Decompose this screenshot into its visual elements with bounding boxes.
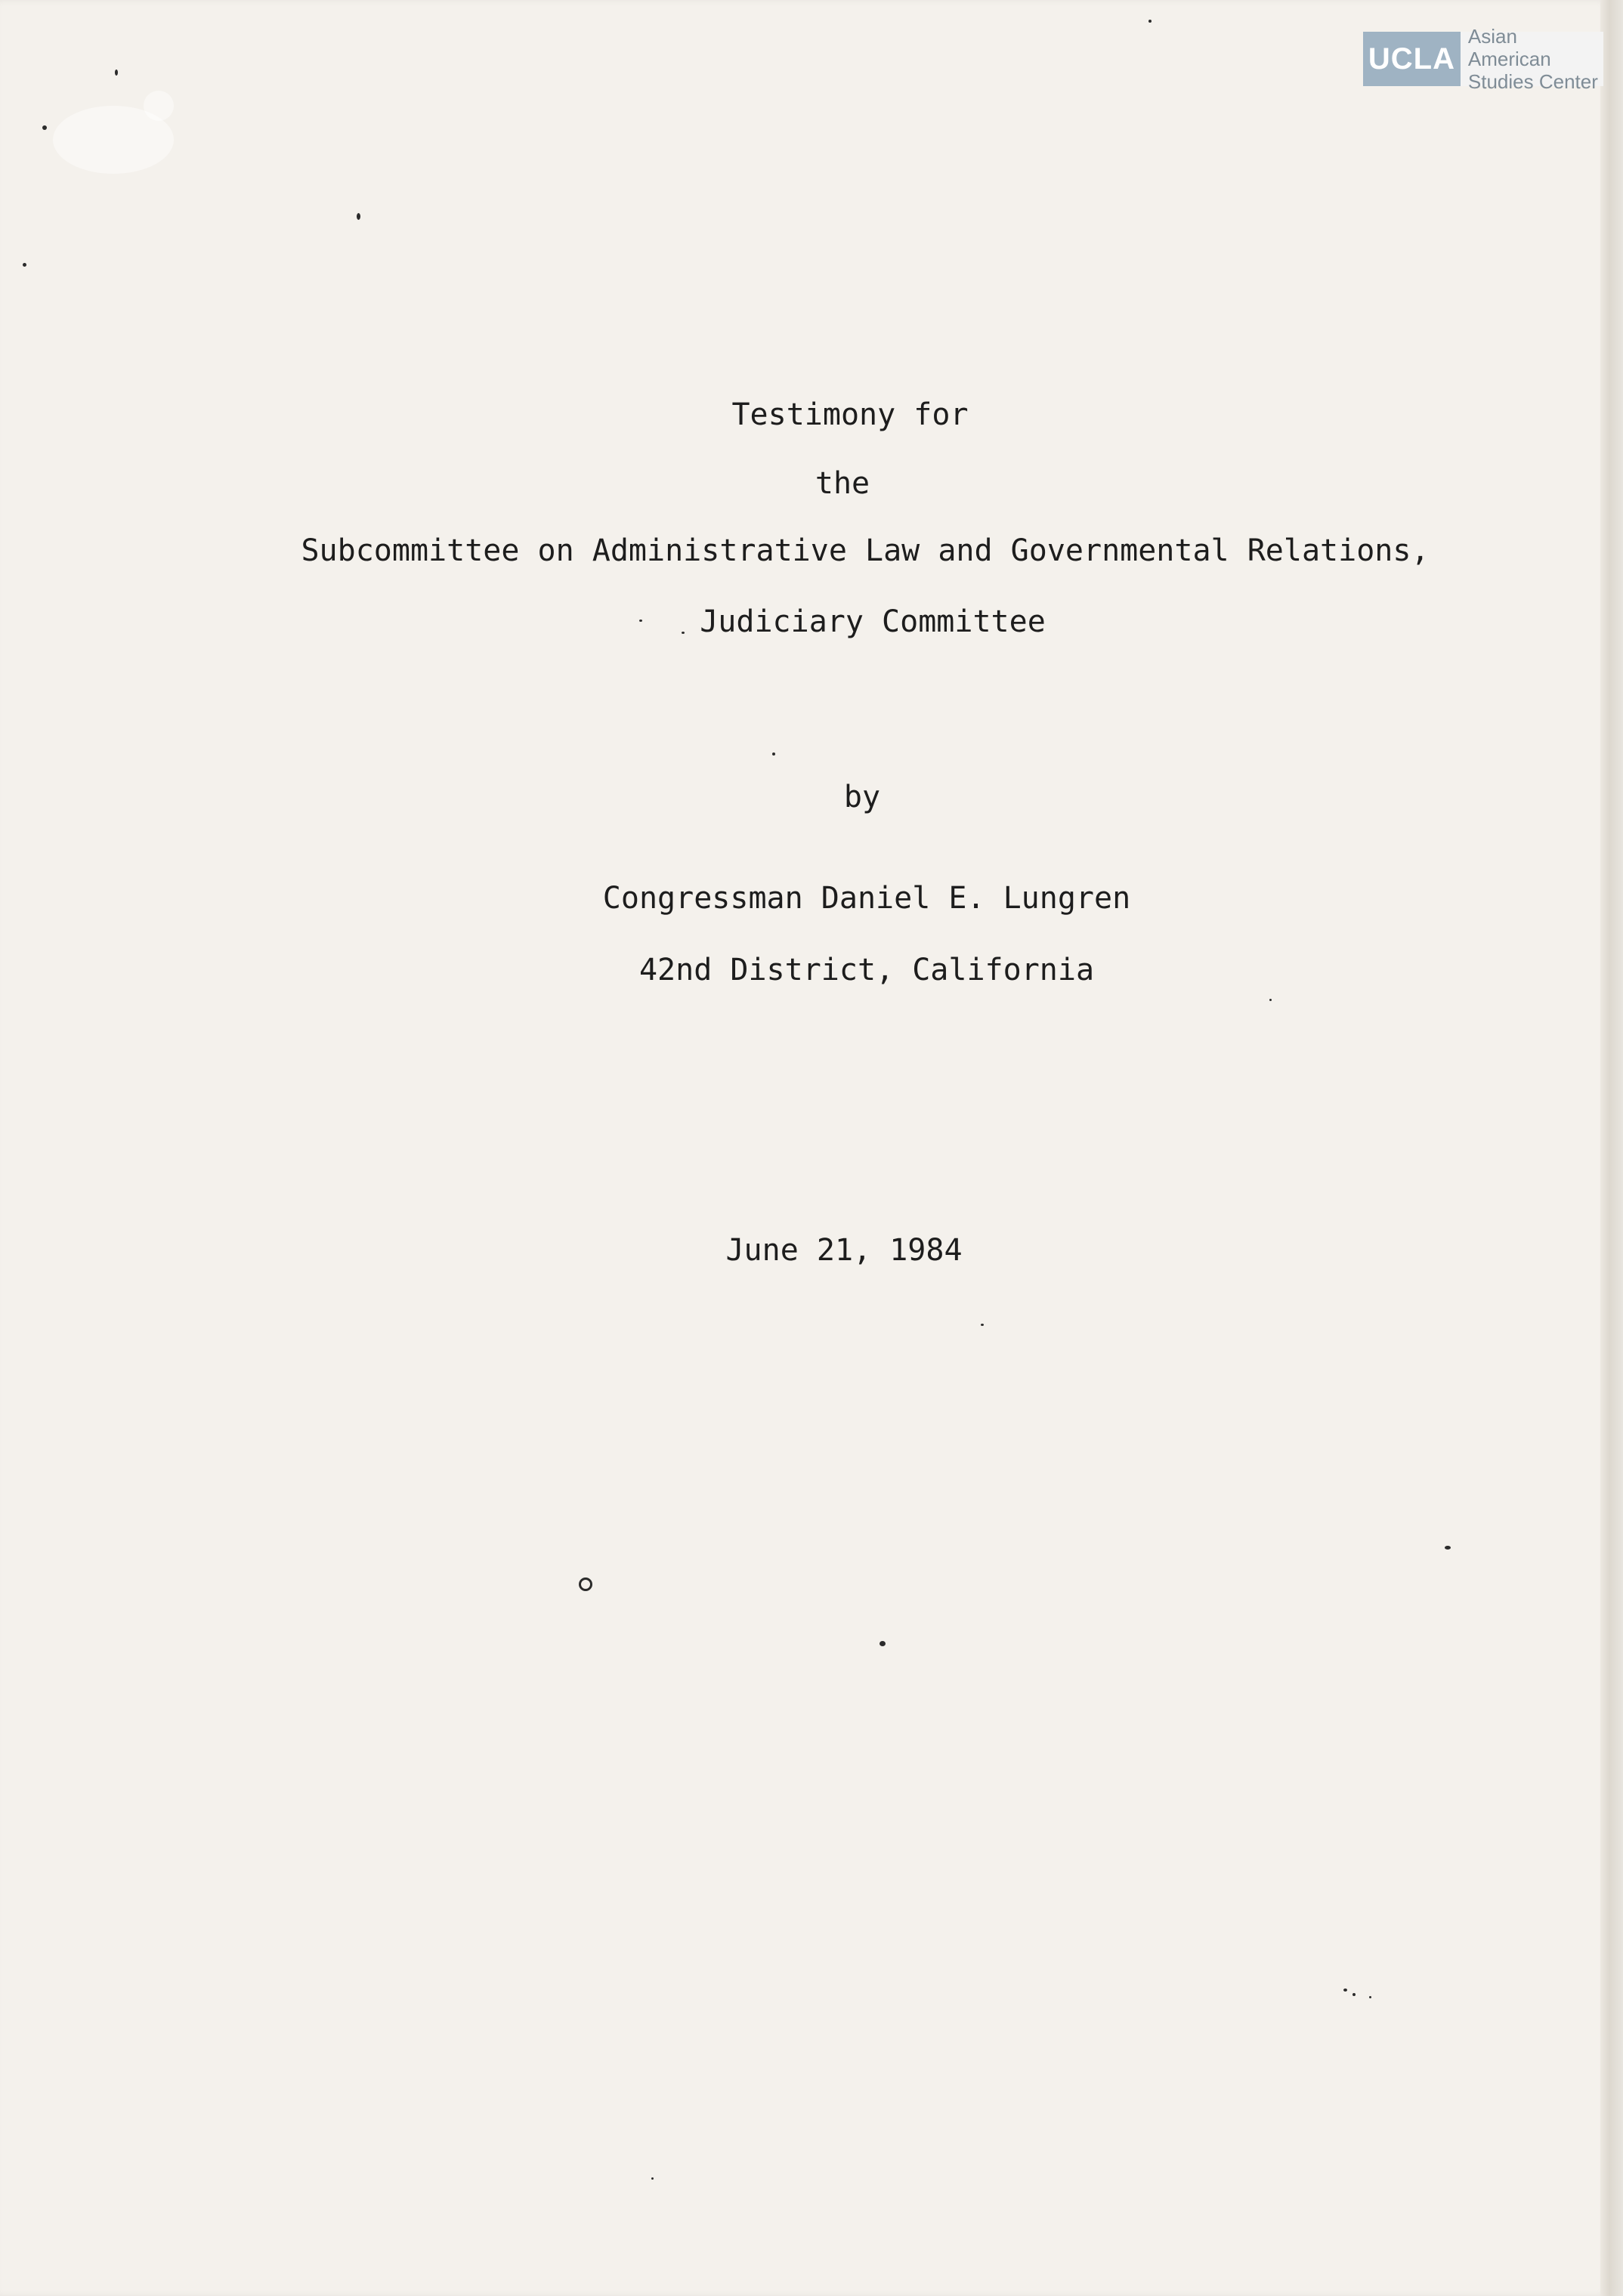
title-line-1: Testimony for — [731, 397, 969, 432]
title-line-2: the — [815, 466, 870, 501]
ink-speck — [1352, 1993, 1356, 1996]
ink-speck — [23, 263, 26, 267]
author-name: Congressman Daniel E. Lungren — [602, 881, 1131, 916]
watermark-caption — [1468, 25, 1603, 93]
title-line-4: Judiciary Committee — [700, 604, 1046, 639]
ucla-logo: UCLA — [1363, 32, 1461, 86]
title-line-3: Subcommittee on Administrative Law and Governmental Relations, — [301, 533, 1430, 568]
ink-speck — [772, 752, 775, 756]
ink-speck — [42, 125, 47, 130]
ink-ring — [579, 1578, 592, 1591]
ucla-aasc-watermark — [1363, 25, 1603, 93]
ink-speck — [1148, 20, 1152, 23]
watermark-line-1: Asian American — [1467, 25, 1551, 70]
by-line: by — [843, 780, 881, 814]
ink-speck — [115, 70, 118, 76]
ink-speck — [1369, 1996, 1371, 1998]
ink-speck — [1445, 1546, 1451, 1550]
page-edge — [1600, 0, 1623, 2296]
document-date: June 21, 1984 — [725, 1233, 963, 1268]
paper-smudge — [144, 91, 174, 121]
author-district: 42nd District, California — [638, 953, 1095, 987]
ink-speck — [1269, 999, 1272, 1001]
ink-speck — [1343, 1989, 1347, 1992]
watermark-line-2: Studies Center — [1467, 70, 1598, 93]
ink-speck — [357, 213, 360, 220]
ink-speck — [651, 2177, 654, 2180]
ink-speck — [981, 1324, 984, 1326]
ink-speck — [880, 1641, 886, 1646]
